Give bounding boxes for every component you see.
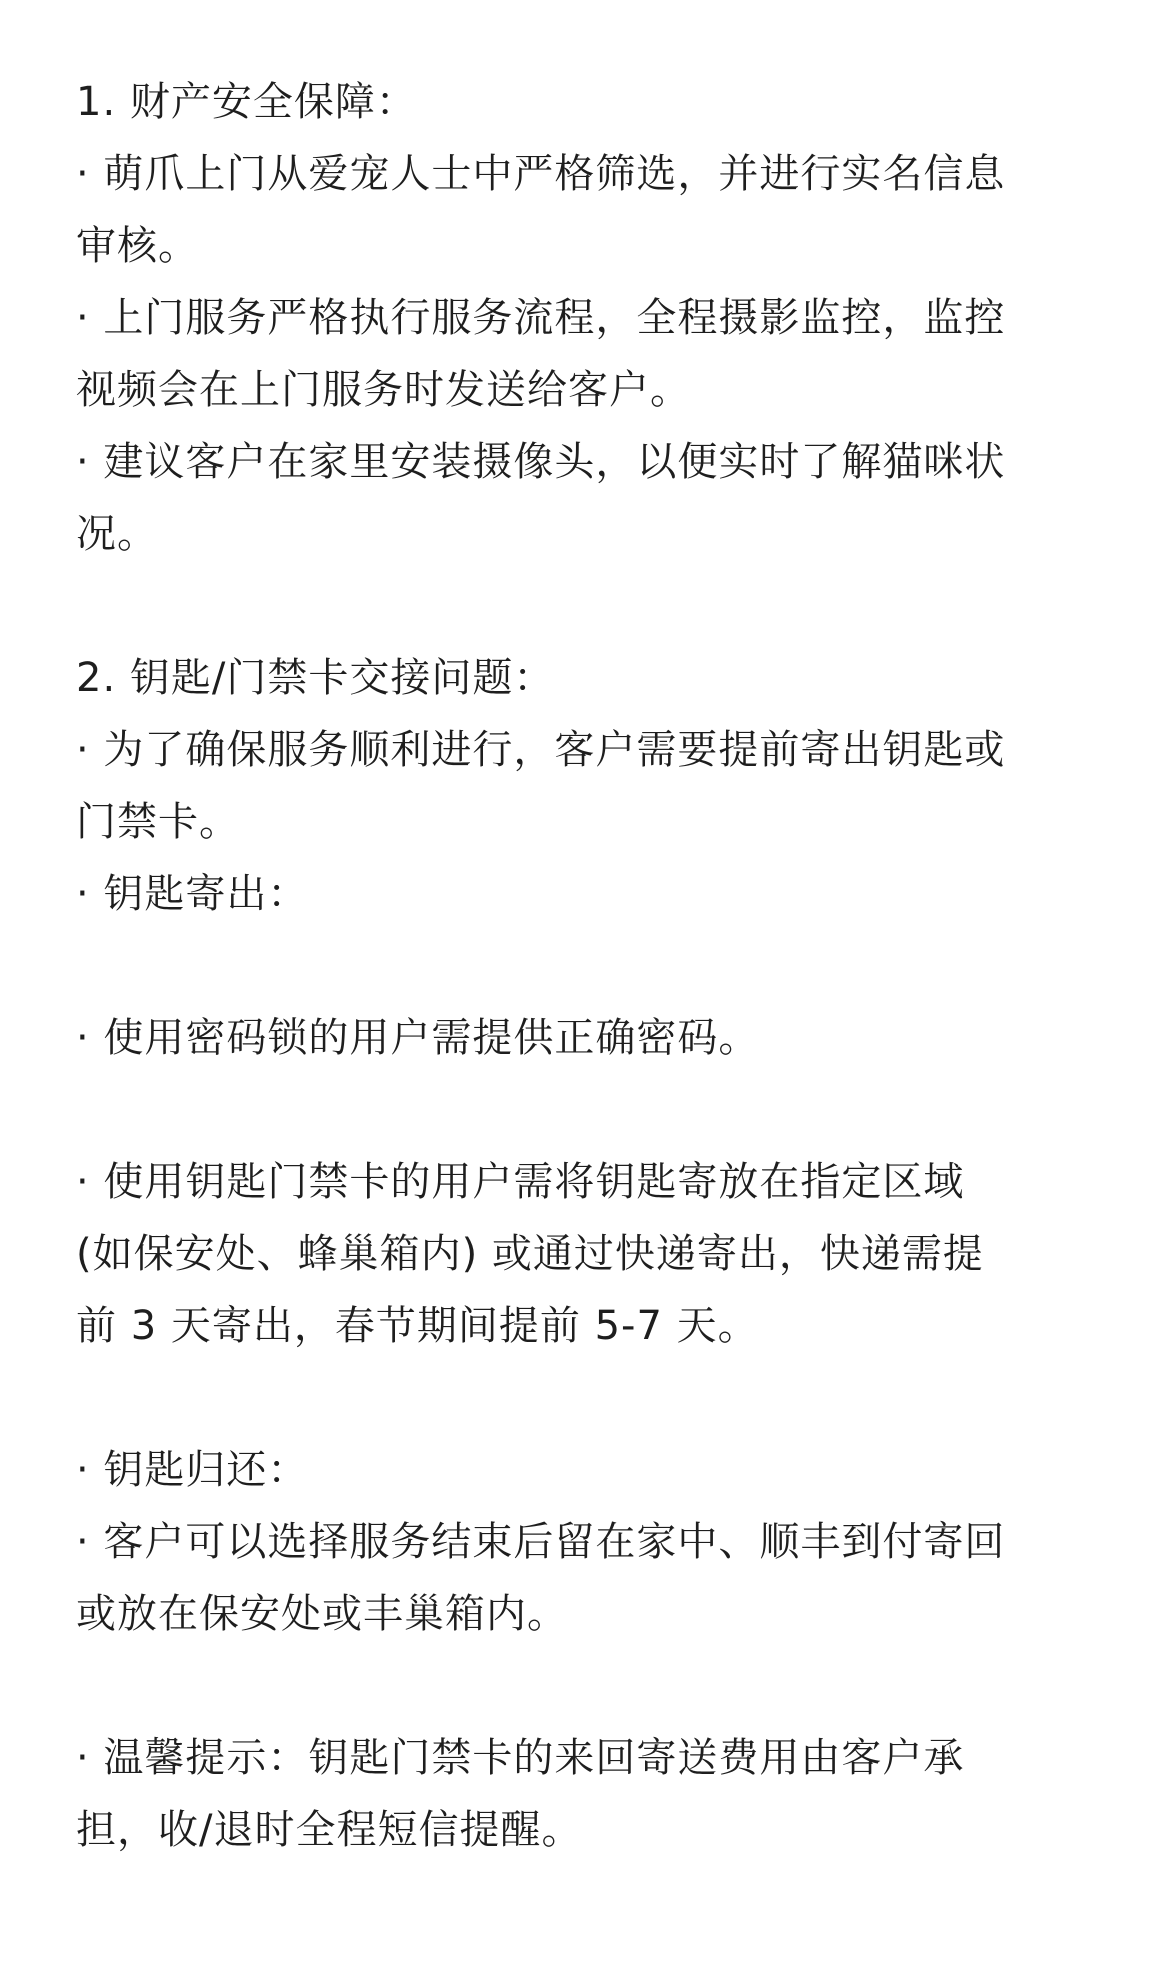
spacer: [76, 1650, 1096, 1722]
section1-line: 况。: [76, 511, 158, 557]
spacer: [76, 1074, 1096, 1146]
tip-line: · 温馨提示：钥匙门禁卡的来回寄送费用由客户承: [76, 1735, 965, 1781]
key-send-heading: · 钥匙寄出：: [76, 871, 309, 917]
key-card-line: (如保安处、蜂巢箱内) 或通过快递寄出，快递需提: [76, 1231, 984, 1277]
password-lock-line: · 使用密码锁的用户需提供正确密码。: [76, 1015, 760, 1061]
section1-line: · 萌爪上门从爱宠人士中严格筛选，并进行实名信息: [76, 151, 1006, 197]
section2-intro-line: 门禁卡。: [76, 799, 240, 845]
key-card-line: · 使用钥匙门禁卡的用户需将钥匙寄放在指定区域: [76, 1159, 965, 1205]
document-body: [76, 66, 1096, 1866]
spacer: [76, 570, 1096, 642]
key-card-line: 前 3 天寄出，春节期间提前 5-7 天。: [76, 1303, 759, 1349]
key-return-line: 或放在保安处或丰巢箱内。: [76, 1591, 568, 1637]
section1-line: 审核。: [76, 223, 199, 269]
section1-line: · 建议客户在家里安装摄像头，以便实时了解猫咪状: [76, 439, 1006, 485]
key-return-line: · 客户可以选择服务结束后留在家中、顺丰到付寄回: [76, 1519, 1006, 1565]
spacer: [76, 1362, 1096, 1434]
section1-line: 视频会在上门服务时发送给客户。: [76, 367, 691, 413]
section2-heading: 2. 钥匙/门禁卡交接问题：: [76, 655, 555, 701]
section1-heading: 1. 财产安全保障：: [76, 79, 417, 125]
tip-line: 担，收/退时全程短信提醒。: [76, 1807, 583, 1853]
section2-intro-line: · 为了确保服务顺利进行，客户需要提前寄出钥匙或: [76, 727, 1006, 773]
section1-line: · 上门服务严格执行服务流程，全程摄影监控，监控: [76, 295, 1006, 341]
key-return-heading: · 钥匙归还：: [76, 1447, 309, 1493]
spacer: [76, 930, 1096, 1002]
